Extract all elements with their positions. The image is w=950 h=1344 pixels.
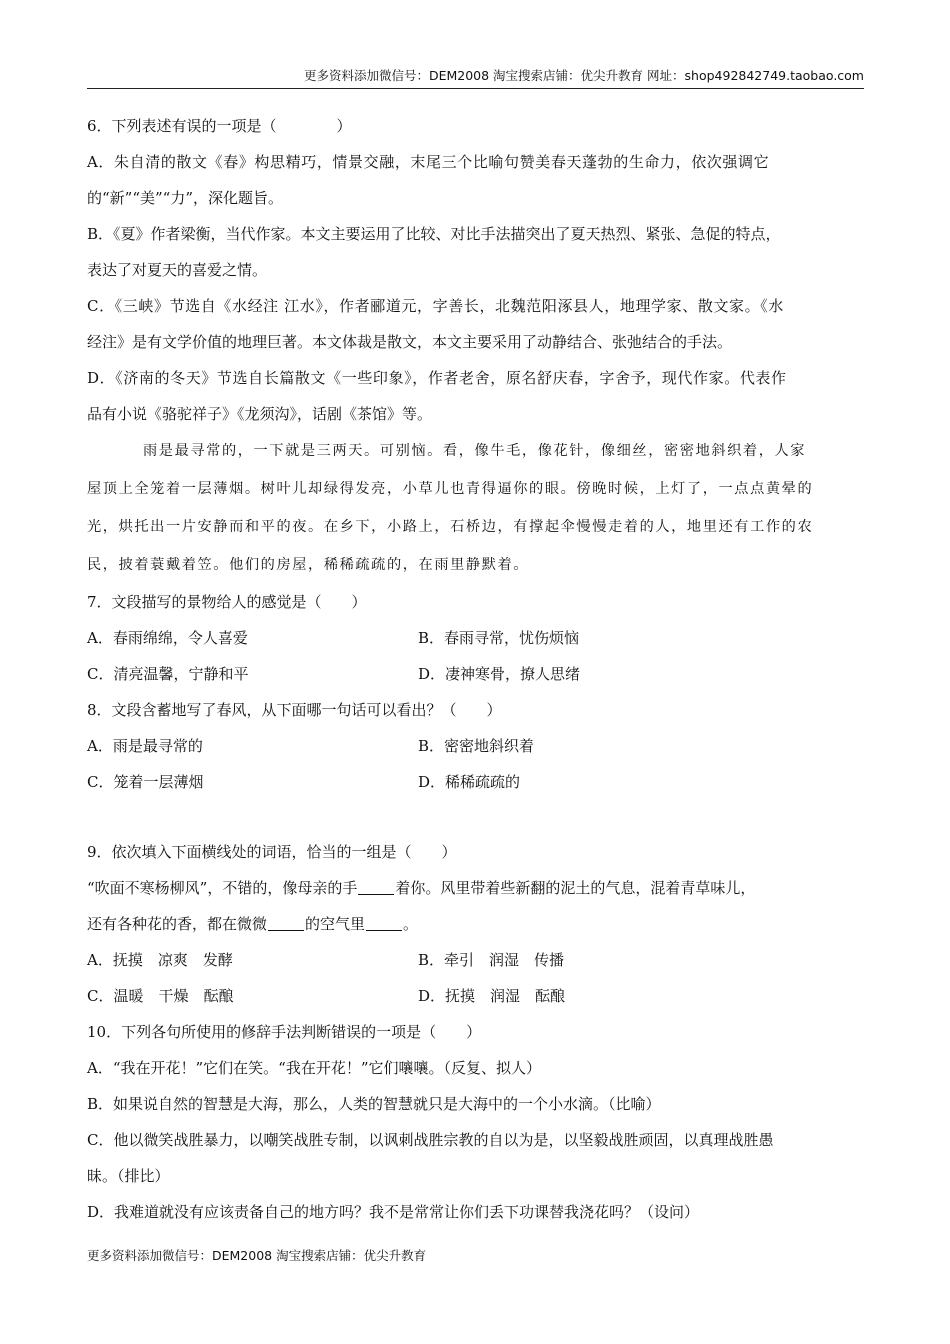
passage-line-3: 光，烘托出一片安静而和平的夜。在乡下，小路上，石桥边，有撑起伞慢慢走着的人，地里还有工作的农: [87, 519, 814, 535]
q9-option-b: B．牵引 润湿 传播: [418, 951, 565, 969]
passage-line-2: 屋顶上全笼着一层薄烟。树叶儿却绿得发亮，小草儿也青得逼你的眼。傍晚时候，上灯了，一点点黄晕的: [87, 481, 814, 497]
q7-options-row-1: [87, 620, 865, 656]
spacer: [87, 800, 865, 834]
q6-option-b-line1: B．《夏》作者梁衡，当代作家。本文主要运用了比较、对比手法描突出了夏天热烈、紧张、急促的特点，: [87, 225, 781, 243]
q6-option-c-line2: 经注》是有文学价值的地理巨著。本文体裁是散文，本文主要采用了动静结合、张弛结合的手法。: [87, 333, 733, 351]
q6-option-d-line1: D．《济南的冬天》节选自长篇散文《一些印象》，作者老舍，原名舒庆春，字舍予，现代作家。代表作: [87, 369, 787, 387]
q9-option-c: C．温暖 干燥 酝酿: [87, 987, 234, 1005]
q6-option-c-line1: C．《三峡》节选自《水经注 江水》，作者郦道元，字善长，北魏范阳涿县人，地理学家、散文家。《水: [87, 297, 784, 315]
q8-options-row-2: [87, 764, 865, 800]
q9-options-row-2: [87, 978, 865, 1014]
q8-option-a: A．雨是最寻常的: [87, 737, 203, 755]
q8-stem: 8．文段含蓄地写了春风，从下面哪一句话可以看出？（ ）: [87, 701, 502, 719]
q6-option-a-line1: A．朱自清的散文《春》构思精巧，情景交融，末尾三个比喻句赞美春天蓬勃的生命力，依次强调它: [87, 153, 770, 171]
passage-line-1: 雨是最寻常的，一下就是三两天。可别恼。看，像牛毛，像花针，像细丝，密密地斜织着，人家: [143, 443, 807, 459]
q10-option-b: B．如果说自然的智慧是大海，那么，人类的智慧就只是大海中的一个小水滴。（比喻）: [87, 1095, 661, 1113]
q7-options-row-2: [87, 656, 865, 692]
q10-option-d: D．我难道就没有应该责备自己的地方吗？我不是常常让你们丢下功课替我浇花吗？（设问）: [87, 1203, 700, 1221]
q6-option-a-line2: 的“新”“美”“力”，深化题旨。: [87, 189, 284, 207]
q6-option-b-line2: 表达了对夏天的喜爱之情。: [87, 261, 268, 279]
q7-stem: 7．文段描写的景物给人的感觉是（ ）: [87, 593, 367, 611]
q9-text: 着你。风里带着些新翻的泥土的气息，混着青草味儿，: [395, 879, 756, 897]
page-header: 更多资料添加微信号：DEM2008 淘宝搜索店铺：优尖升教育 网址：shop492842749.taobao.com: [87, 66, 864, 89]
q8-option-d: D．稀稀疏疏的: [418, 773, 521, 791]
q10-option-c-line1: C．他以微笑战胜暴力，以嘲笑战胜专制，以讽刺战胜宗教的自以为是，以坚毅战胜顽固，以真理战胜愚: [87, 1131, 774, 1149]
q7-option-b: B．春雨寻常，忧伤烦恼: [418, 629, 580, 647]
q9-stem: 9．依次填入下面横线处的词语，恰当的一组是（ ）: [87, 843, 457, 861]
fill-blank: [358, 893, 394, 895]
passage-line-4: 民，披着蓑戴着笠。他们的房屋，稀稀疏疏的，在雨里静默着。: [87, 557, 530, 573]
q9-sentence-line2: [87, 906, 865, 942]
q10-stem: 10．下列各句所使用的修辞手法判断错误的一项是（ ）: [87, 1023, 482, 1041]
q9-sentence-line1: [87, 870, 865, 906]
q8-option-b: B．密密地斜织着: [418, 737, 535, 755]
q9-text: 还有各种花的香，都在微微: [87, 915, 268, 933]
q9-text: 。: [403, 915, 419, 933]
q7-option-d: D．凄神寒骨，撩人思绪: [418, 665, 581, 683]
q8-options-row-1: [87, 728, 865, 764]
q7-option-c: C．清亮温馨，宁静和平: [87, 665, 249, 683]
q8-option-c: C．笼着一层薄烟: [87, 773, 204, 791]
fill-blank: [366, 929, 402, 931]
q6-option-d-line2: 品有小说《骆驼祥子》《龙须沟》，话剧《茶馆》等。: [87, 405, 433, 423]
fill-blank: [268, 929, 304, 931]
q10-option-a: A．“我在开花！”它们在笑。“我在开花！”它们嚷嚷。（反复、拟人）: [87, 1059, 542, 1077]
q9-option-a: A．抚摸 凉爽 发酵: [87, 951, 233, 969]
q9-text: “吹面不寒杨柳风”，不错的，像母亲的手: [87, 879, 358, 897]
q9-options-row-1: [87, 942, 865, 978]
q9-option-d: D．抚摸 润湿 酝酿: [418, 987, 566, 1005]
q9-text: 的空气里: [305, 915, 366, 933]
q7-option-a: A．春雨绵绵，令人喜爱: [87, 629, 248, 647]
page-content: [87, 108, 865, 1230]
q6-stem: 6．下列表述有误的一项是（ ）: [87, 117, 352, 135]
page-footer: 更多资料添加微信号：DEM2008 淘宝搜索店铺：优尖升教育: [87, 1248, 427, 1263]
q10-option-c-line2: 昧。（排比）: [87, 1167, 170, 1185]
